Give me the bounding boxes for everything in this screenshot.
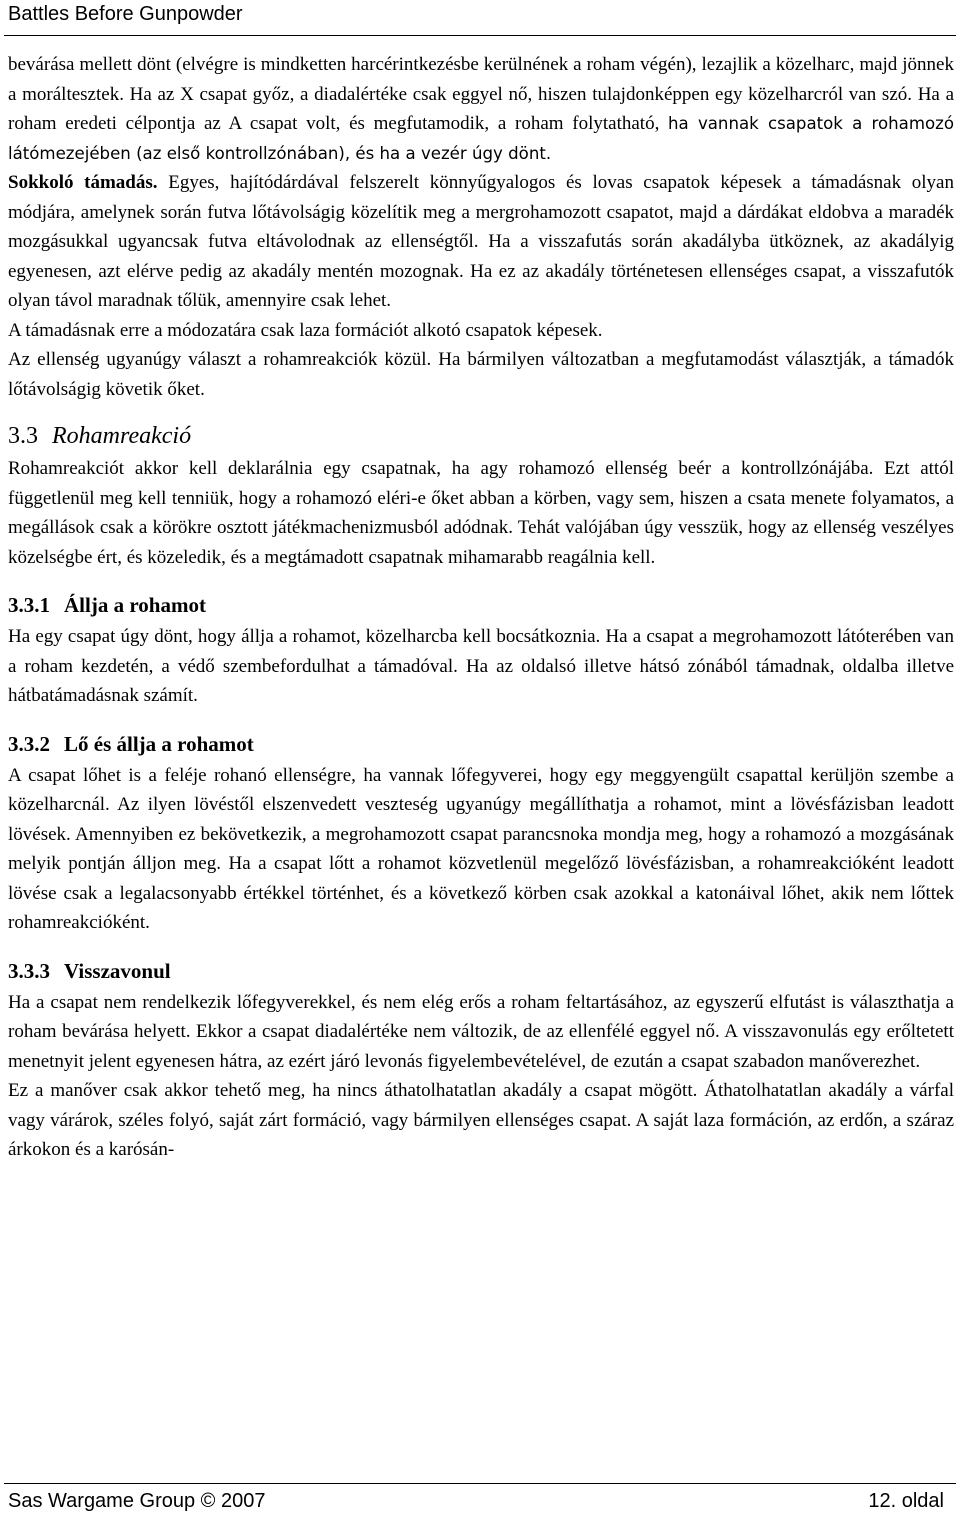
intro-text-serif: bevárása mellett dönt (elvégre is mindketten harcérintkezésbe kerülnének a roham végén), lezajlik a közelharc, majd jönnek a moráltesztek. Ha az X csapat győz, a diadalértéke csak eggyel nő, hiszen tulajdonképpen egy közelharcról van szó. Ha a roham eredeti célpontja az A csapat volt, és megfutamodik, a roham folytatható, <box>8 54 954 134</box>
heading-3-3-1-number: 3.3.1 <box>8 593 50 617</box>
paragraph-shock-attack <box>8 168 954 316</box>
paragraph-3-3-3-b: Ez a manőver csak akkor tehető meg, ha nincs áthatolhatatlan akadály a csapat mögött. Áthatolhatatlan akadály a várfal vagy várárok, széles folyó, saját zárt formáció, vagy bármilyen ellenséges csapat. A saját laza formáción, az erdőn, a száraz árkokon és a karósán- <box>8 1080 954 1160</box>
heading-3-3-title: Rohamreakció <box>52 423 192 449</box>
paragraph-loose-formation: A támadásnak erre a módozatára csak laza formációt alkotó csapatok képesek. <box>8 319 603 341</box>
footer-page-number: 12. oldal <box>868 1490 944 1512</box>
intro-text-sans: ha vannak csapatok a rohamozó látómezejében (az első kontrollzónában), és ha a vezér úgy dönt. <box>8 114 954 163</box>
page-body <box>8 50 954 1165</box>
heading-3-3-3-title: Visszavonul <box>64 958 171 983</box>
header-divider <box>4 35 956 36</box>
heading-3-3-2-title: Lő és állja a rohamot <box>64 731 254 756</box>
footer-copyright: Sas Wargame Group © 2007 <box>8 1490 266 1512</box>
heading-3-3-1-title: Állja a rohamot <box>64 593 206 617</box>
paragraph-3-3-3-a: Ha a csapat nem rendelkezik lőfegyverekkel, és nem elég erős a roham feltartásához, az egyszerű elfutást is választhatja a roham bevárása helyett. Ekkor a csapat diadalértéke nem változik, de az ellenfélé eggyel nő. A visszavonulás egy erőltetett menetnyit jelent egyenesen hátra, az ezért járó levonás figyelembevételével, de ezután a csapat szabadon manőverezhet. <box>8 991 954 1072</box>
heading-3-3-2 <box>8 729 954 759</box>
paragraph-intro-1 <box>8 50 954 168</box>
heading-3-3-3-number: 3.3.3 <box>8 958 50 983</box>
heading-3-3-2-number: 3.3.2 <box>8 731 50 756</box>
heading-3-3-1 <box>8 590 954 620</box>
running-header: Battles Before Gunpowder <box>8 3 243 25</box>
shock-attack-text: Egyes, hajítódárdával felszerelt könnyűgyalogos és lovas csapatok képesek a támadásnak olyan módjára, amelynek során futva lőtávolságig közelítik meg a mergrohamozott csapatot, majd a dárdákat eldobva a maradék mozgásukkal ugyancsak futva eltávolodnak az ellenségtől. Ha a visszafutás során akadályba ütköznek, az akadályig egyenesen, azt elérve pedig az akadály mentén mozognak. Ha ez az akadály történetesen ellenséges csapat, a visszafutók olyan távol maradnak tőlük, amennyire csak lehet. <box>8 172 954 311</box>
paragraph-3-3-1: Ha egy csapat úgy dönt, hogy állja a rohamot, közelharcba kell bocsátkoznia. Ha a csapat a megrohamozott látóterében van a roham kezdetén, a védő szembefordulhat a támadóval. Ha az oldalsó illetve hátsó zónából támadnak, oldalba illetve hátbatámadásnak számít. <box>8 626 954 706</box>
heading-3-3-number: 3.3 <box>8 423 38 449</box>
heading-3-3-3 <box>8 956 954 986</box>
paragraph-enemy-reaction: Az ellenség ugyanúgy választ a rohamreakciók közül. Ha bármilyen változatban a megfutamodást választják, a támadók lőtávolságig követik őket. <box>8 349 954 400</box>
heading-3-3 <box>8 418 954 454</box>
paragraph-3-3: Rohamreakciót akkor kell deklarálnia egy csapatnak, ha agy rohamozó ellenség beér a kontrollzónájába. Ezt attól függetlenül meg kell tenniük, hogy a rohamozó eléri-e őket abban a körben, vagy sem, hiszen a csata menete folyamatos, a megállások csak a körökre osztott játékmachenizmusból adódnak. Tehát valójában úgy vesszük, hogy az ellenség veszélyes közelségbe ért, és közeledik, és a megtámadott csapatnak mihamarabb reagálnia kell. <box>8 458 954 568</box>
paragraph-3-3-2: A csapat lőhet is a feléje rohanó ellenségre, ha vannak lőfegyverei, hogy egy meggyengült csapattal kerüljön szembe a közelharcnál. Az ilyen lövéstől elszenvedett veszteség ugyanúgy megállíthatja a rohamot, mint a lövésfázisban leadott lövések. Amennyiben ez bekövetkezik, a megrohamozott csapat parancsnoka mondja meg, hogy a rohamozó a mozgásának melyik pontján álljon meg. Ha a csapat lőtt a rohamot közvetlenül megelőző lövésfázisban, a rohamreakcióként leadott lövése csak a legalacsonyabb értékkel történhet, és a következő körben csak azokkal a katonáival lőhet, akik nem lőttek rohamreakcióként. <box>8 764 954 933</box>
shock-attack-term: Sokkoló támadás. <box>8 172 158 193</box>
footer-divider <box>4 1483 956 1484</box>
